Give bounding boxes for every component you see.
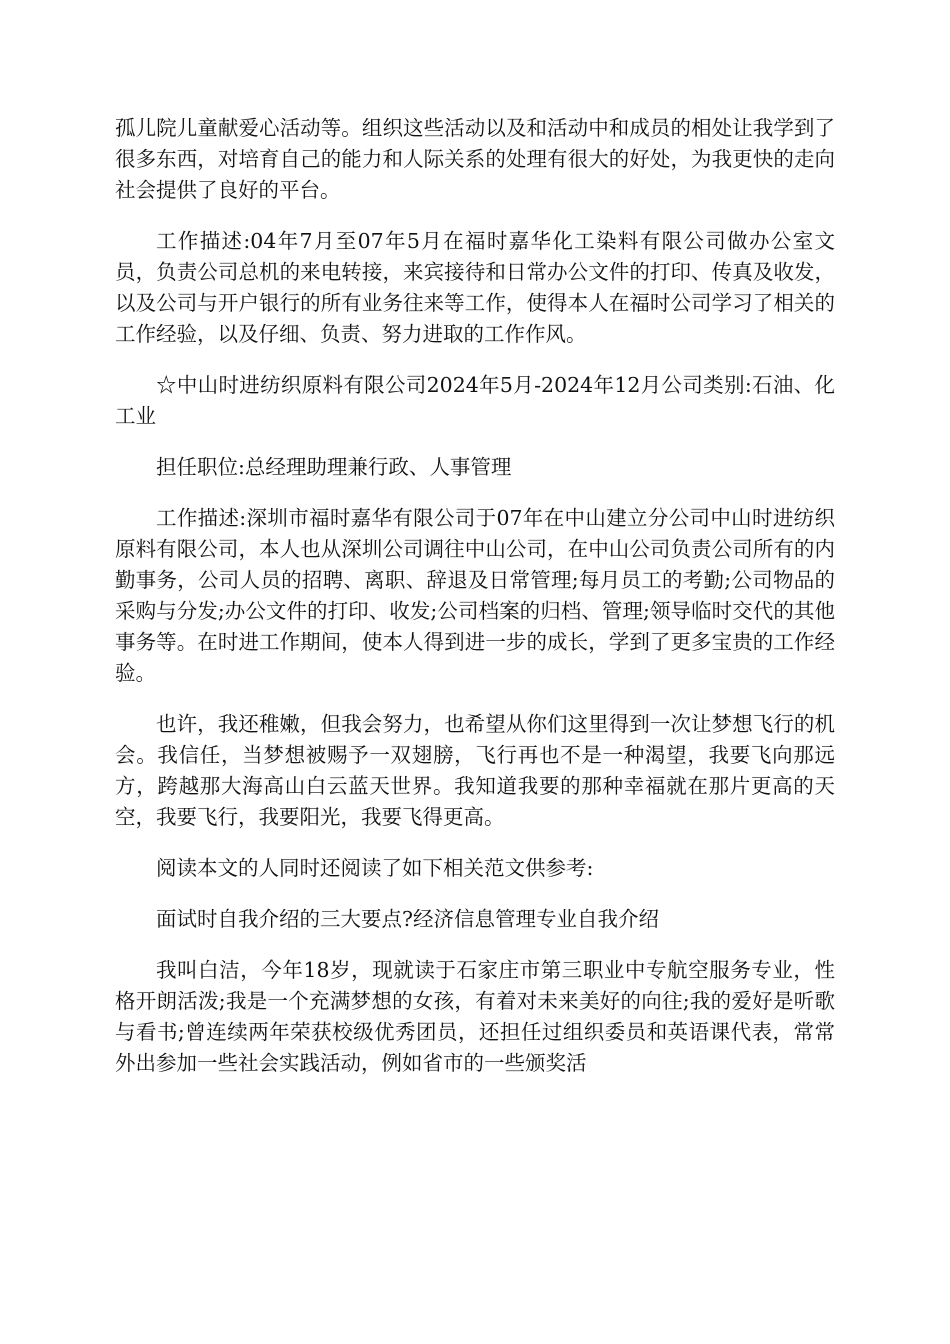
paragraph-3: ☆中山时进纺织原料有限公司2024年5月-2024年12月公司类别:石油、化工业 xyxy=(115,373,835,428)
paragraph-1: 孤儿院儿童献爱心活动等。组织这些活动以及和活动中和成员的相处让我学到了很多东西，对培育自己的能力和人际关系的处理有很大的好处，为我更快的走向社会提供了良好的平台。 xyxy=(115,116,835,202)
paragraph-4: 担任职位:总经理助理兼行政、人事管理 xyxy=(156,455,512,479)
paragraph-7: 阅读本文的人同时还阅读了如下相关范文供参考: xyxy=(156,856,594,880)
paragraph-2: 工作描述:04年7月至07年5月在福时嘉华化工染料有限公司做办公室文员，负责公司总机的来电转接，来宾接待和日常办公文件的打印、传真及收发，以及公司与开户银行的所有业务往来等工作，使得本人在福时公司学习了相关的工作经验，以及仔细、负责、努力进取的工作作风。 xyxy=(115,229,835,346)
paragraph-6: 也许，我还稚嫩，但我会努力，也希望从你们这里得到一次让梦想飞行的机会。我信任，当梦想被赐予一双翅膀，飞行再也不是一种渴望，我要飞向那远方，跨越那大海高山白云蓝天世界。我知道我要的那种幸福就在那片更高的天空，我要飞行，我要阳光，我要飞得更高。 xyxy=(115,712,835,829)
document-page xyxy=(115,113,835,1099)
paragraph-9: 我叫白洁，今年18岁，现就读于石家庄市第三职业中专航空服务专业，性格开朗活泼;我是一个充满梦想的女孩，有着对未来美好的向往;我的爱好是听歌与看书;曾连续两年荣获校级优秀团员，还担任过组织委员和英语课代表，常常外出参加一些社会实践活动，例如省市的一些颁奖活 xyxy=(115,958,835,1075)
paragraph-5: 工作描述:深圳市福时嘉华有限公司于07年在中山建立分公司中山时进纺织原料有限公司，本人也从深圳公司调往中山公司，在中山公司负责公司所有的内勤事务，公司人员的招聘、离职、辞退及日常管理;每月员工的考勤;公司物品的采购与分发;办公文件的打印、收发;公司档案的归档、管理;领导临时交代的其他事务等。在时进工作期间，使本人得到进一步的成长，学到了更多宝贵的工作经验。 xyxy=(115,506,835,685)
paragraph-8: 面试时自我介绍的三大要点?经济信息管理专业自我介绍 xyxy=(156,907,659,931)
